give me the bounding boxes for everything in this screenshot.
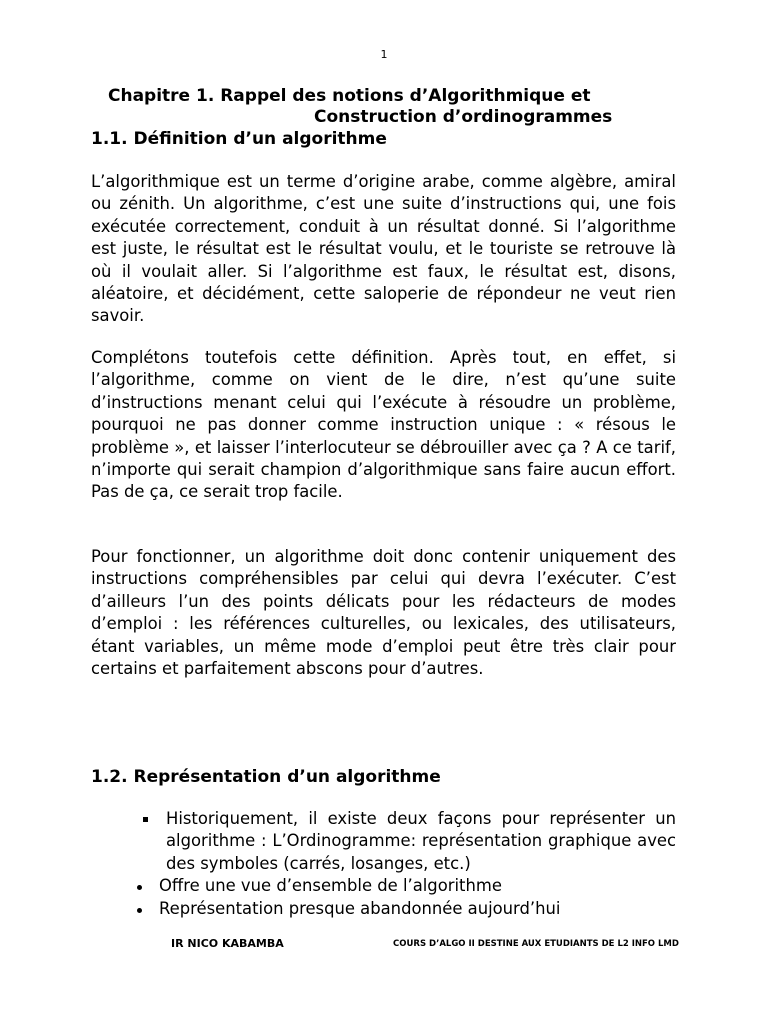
list-item [140,808,676,875]
square-bullet-icon [143,817,148,822]
chapter-title [108,86,638,128]
list-item-text: Historiquement, il existe deux façons pour représenter un algorithme : L’Ordinogramme: représentation graphique avec des symboles (carrés, losanges, etc.) [166,809,676,873]
section-heading-1-1: 1.1. Définition d’un algorithme [91,129,387,149]
round-bullet-icon [137,908,142,913]
paragraph-completion: Complétons toutefois cette définition. Après tout, en effet, si l’algorithme, comme on vient de le dire, n’est qu’une suite d’instructions menant celui qui l’exécute à résoudre un problème, pourquoi ne pas donner comme instruction unique : « résous le problème », et laisser l’interlocuteur se débrouiller avec ça ? A ce tarif, n’importe qui serait champion d’algorithmique sans faire aucun effort. Pas de ça, ce serait trop facile. [91,348,676,502]
list-item-text: Offre une vue d’ensemble de l’algorithme [159,876,502,896]
paragraph-functioning: Pour fonctionner, un algorithme doit donc contenir uniquement des instructions compréhensibles par celui qui devra l’exécuter. C’est d’ailleurs l’un des points délicats pour les rédacteurs de modes d’emploi : les références culturelles, ou lexicales, des utilisateurs, étant variables, un même mode d’emploi peut être très clair pour certains et parfaitement abscons pour d’autres. [91,547,676,679]
list-item [125,898,680,920]
round-bullet-icon [137,885,142,890]
page-number: 1 [380,48,388,61]
section-heading-1-2: 1.2. Représentation d’un algorithme [91,767,441,787]
footer-author: IR NICO KABAMBA [171,937,284,950]
chapter-title-line2: Construction d’ordinogrammes [314,107,613,127]
list-item [125,875,680,897]
footer-course: COURS D’ALGO II DESTINE AUX ETUDIANTS DE L2 INFO LMD [393,939,679,949]
representation-bullet-list [140,808,680,920]
chapter-title-line1: Chapitre 1. Rappel des notions d’Algorithmique et [108,86,591,106]
paragraph-definition: L’algorithmique est un terme d’origine arabe, comme algèbre, amiral ou zénith. Un algorithme, c’est une suite d’instructions qui, une fois exécutée correctement, conduit à un résultat donné. Si l’algorithme est juste, le résultat est le résultat voulu, et le touriste se retrouve là où il voulait aller. Si l’algorithme est faux, le résultat est, disons, aléatoire, et décidément, cette saloperie de répondeur ne veut rien savoir. [91,172,676,326]
list-item-text: Représentation presque abandonnée aujourd’hui [159,898,561,918]
